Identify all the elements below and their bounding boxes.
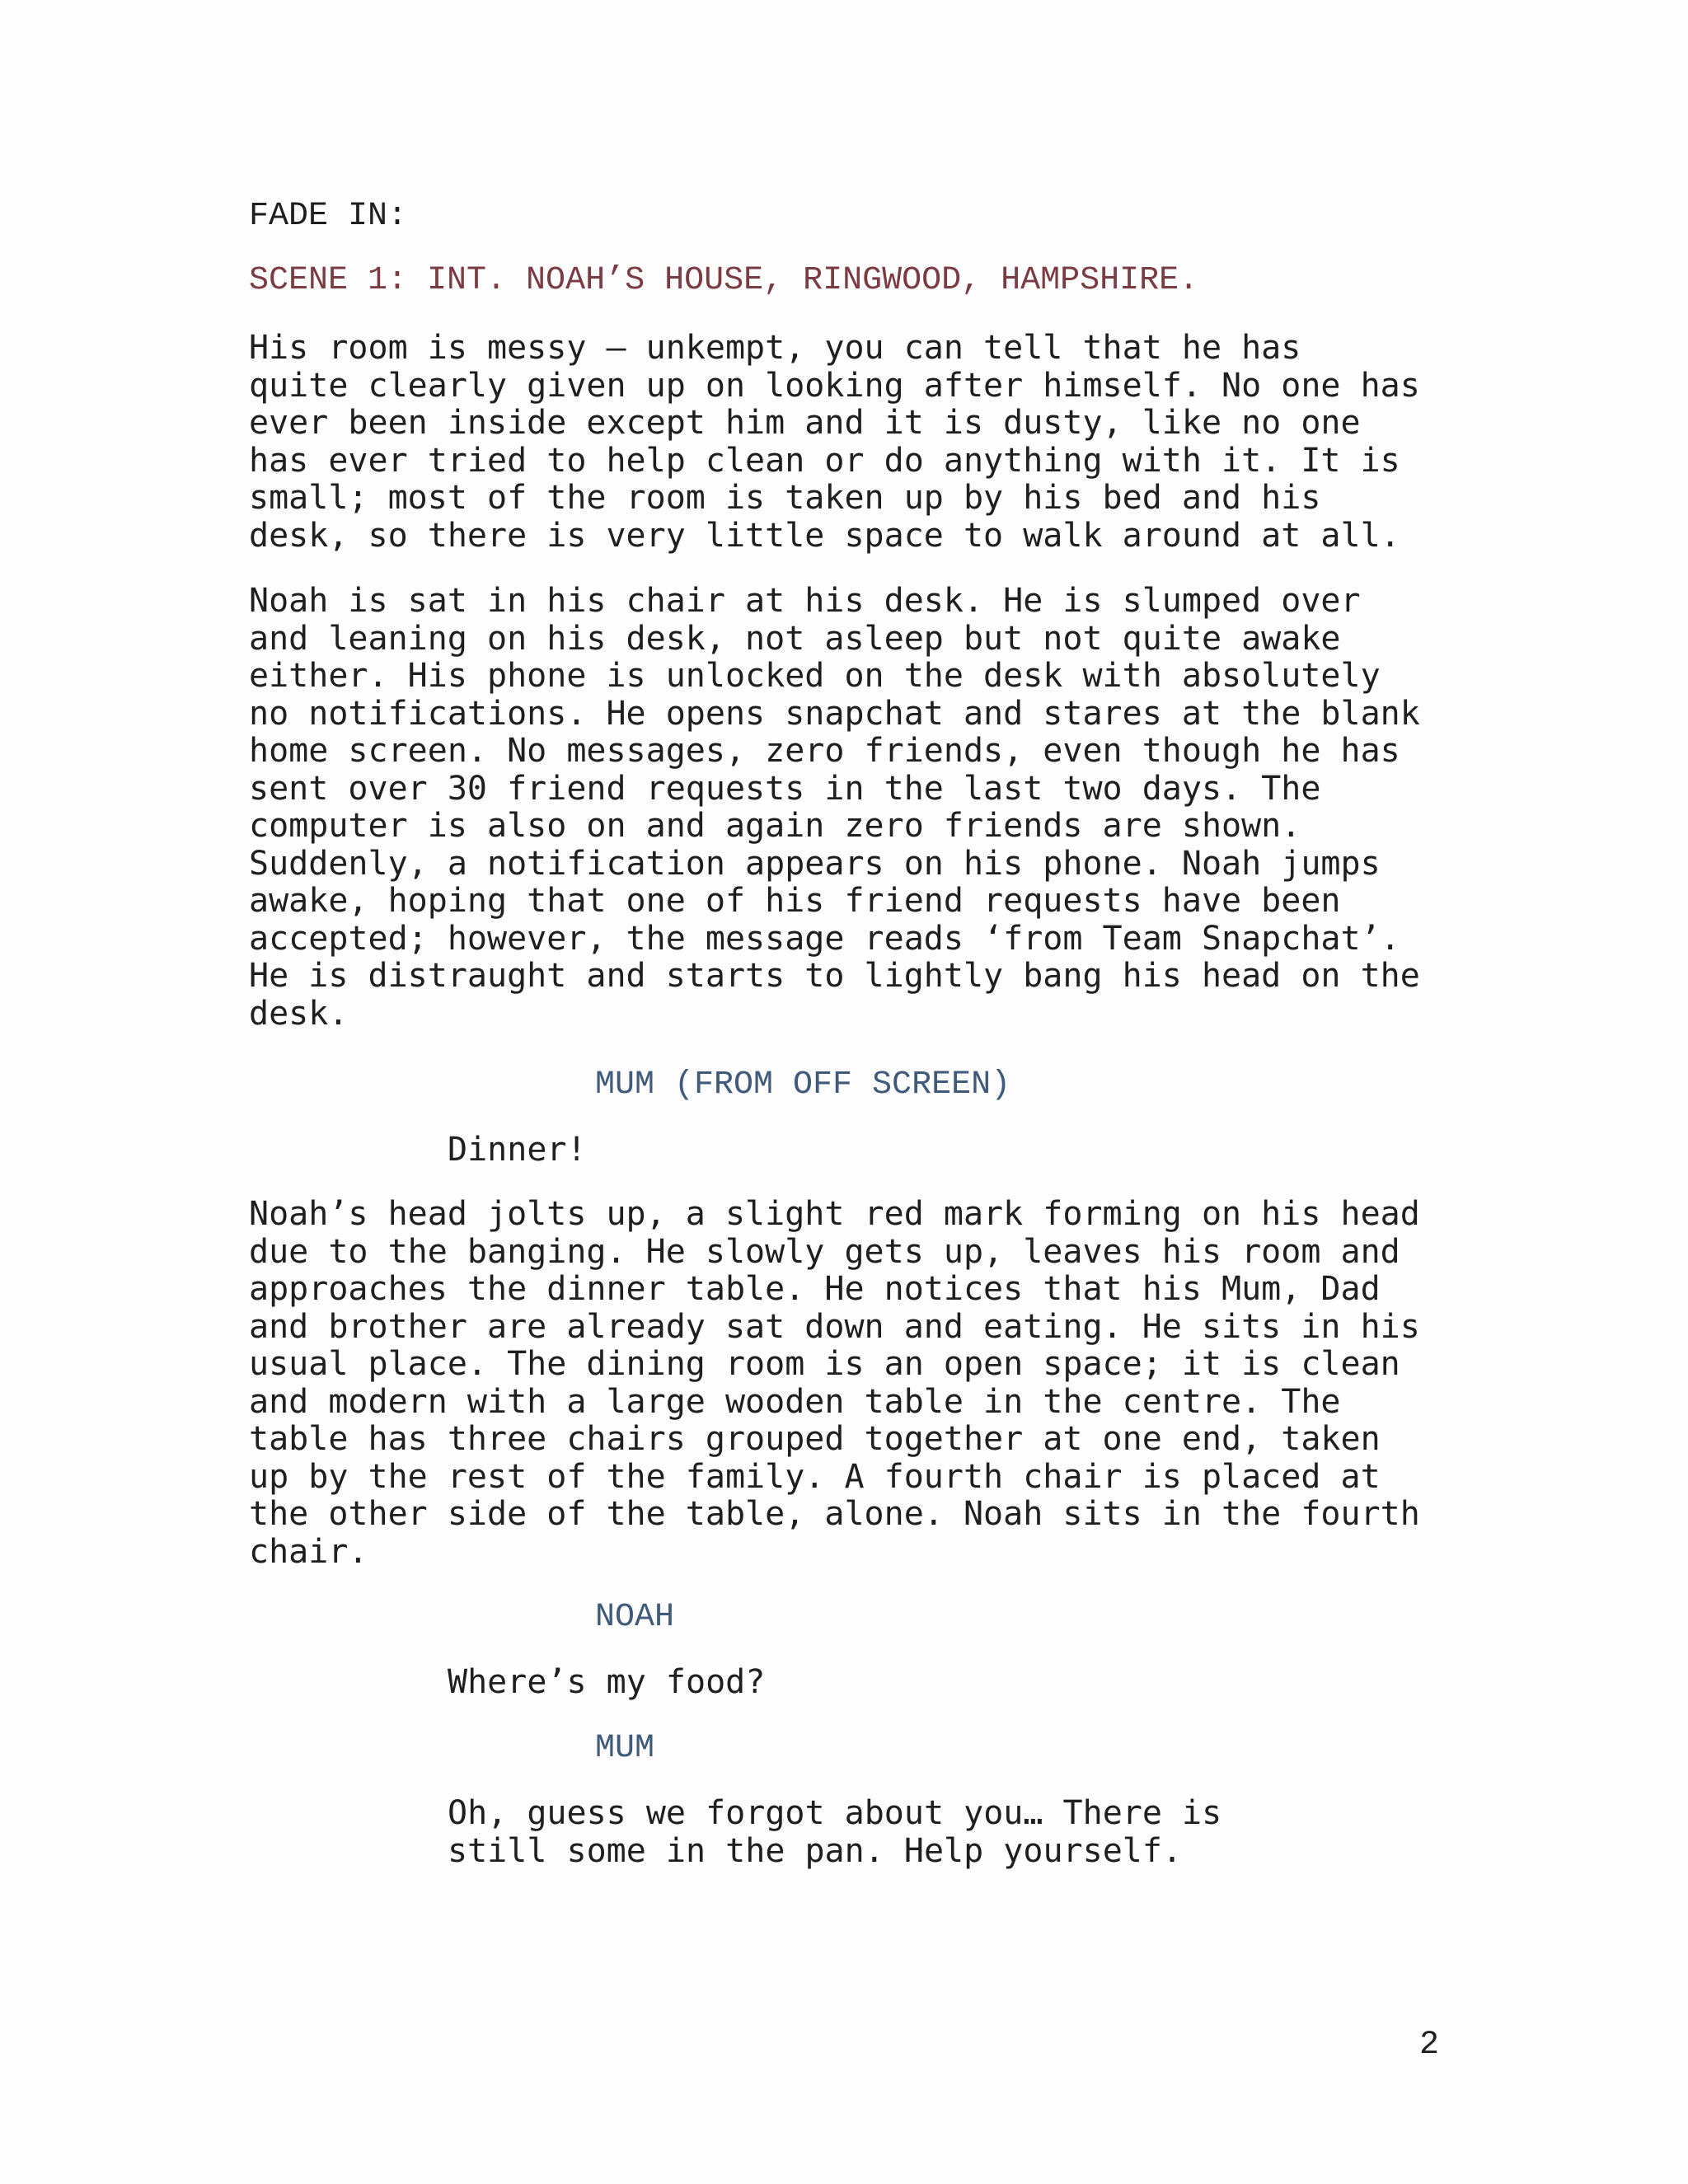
action-paragraph-desk: Noah is sat in his chair at his desk. He is slumped over and leaning on his desk, not asleep but not quite awake either. His phone is unlocked on the desk with absolutely no notifications. He opens snapchat and stares at the blank home screen. No messages, zero friends, even though he has sent over 30 friend requests in the last two days. The computer is also on and again zero friends are shown. Suddenly, a notification appears on his phone. Noah jumps awake, hoping that one of his friend requests have been accepted; however, the message reads ‘from Team Snapchat’. He is distraught and starts to lightly bang his head on the desk. (249, 582, 1420, 1033)
character-name-mum: MUM (595, 1730, 655, 1767)
character-name-mum-off-screen: MUM (FROM OFF SCREEN) (595, 1066, 1011, 1104)
action-paragraph-dinner-table: Noah’s head jolts up, a slight red mark forming on his head due to the banging. He slowly gets up, leaves his room and approaches the dinner table. He notices that his Mum, Dad and brother are already sat down and eating. He sits in his usual place. The dining room is an open space; it is clean and modern with a large wooden table in the centre. The table has three chairs grouped together at one end, taken up by the rest of the family. A fourth chair is placed at the other side of the table, alone. Noah sits in the fourth chair. (249, 1195, 1420, 1571)
transition-fade-in: FADE IN: (249, 198, 408, 235)
scene-heading: SCENE 1: INT. NOAH’S HOUSE, RINGWOOD, HAMPSHIRE. (249, 262, 1199, 299)
dialogue-wheres-my-food: Where’s my food? (448, 1663, 766, 1701)
character-name-noah: NOAH (595, 1599, 675, 1636)
dialogue-forgot-about-you: Oh, guess we forgot about you… There is still some in the pan. Help yourself. (448, 1794, 1222, 1870)
dialogue-dinner: Dinner! (448, 1131, 587, 1169)
action-paragraph-room: His room is messy – unkempt, you can tell that he has quite clearly given up on looking after himself. No one has ever been inside except him and it is dusty, like no one has ever tried to help clean or do anything with it. It is small; most of the room is taken up by his bed and his desk, so there is very little space to walk around at all. (249, 329, 1420, 555)
page-number: 2 (1419, 2027, 1440, 2064)
